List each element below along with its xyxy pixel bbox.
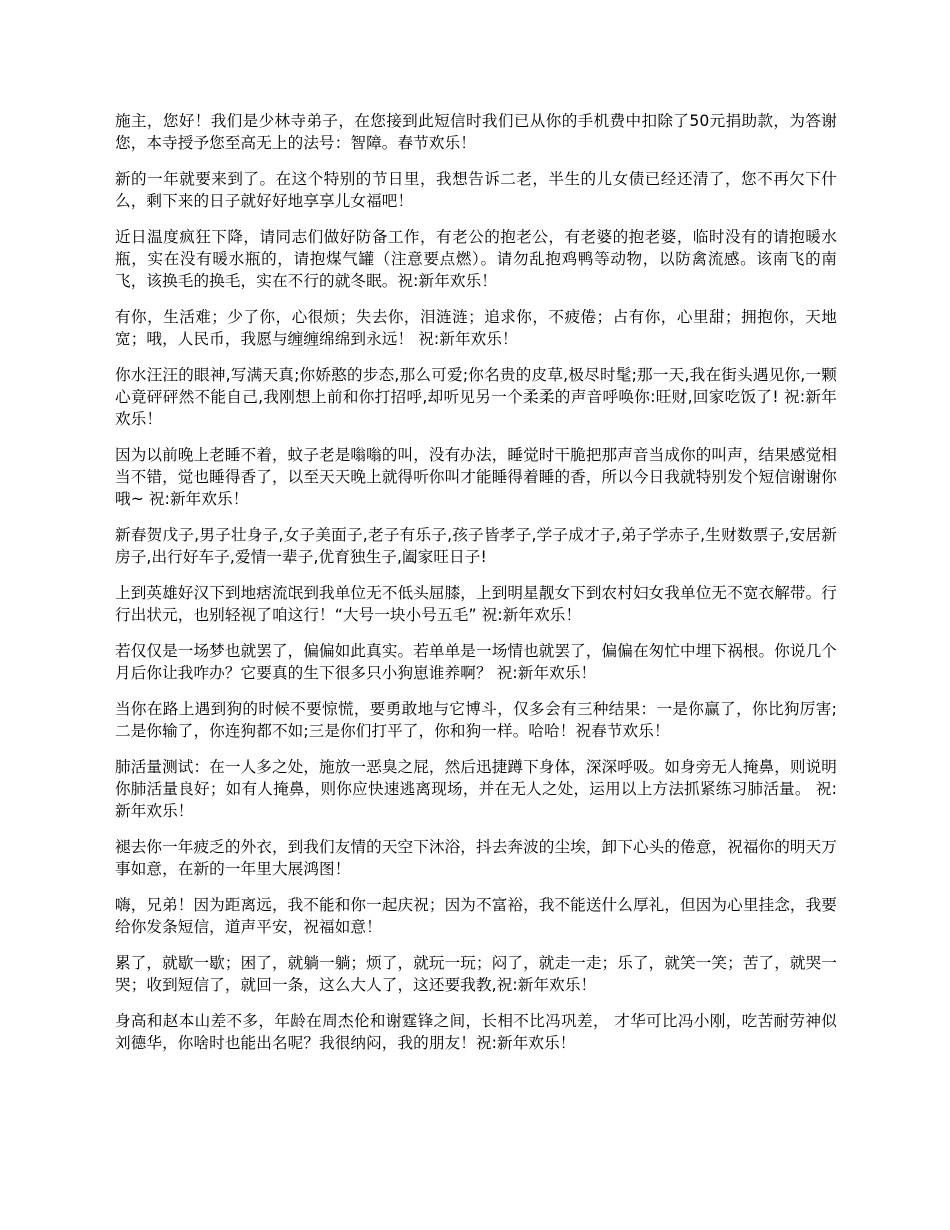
paragraph-9: 若仅仅是一场梦也就罢了，偏偏如此真实。若单单是一场情也就罢了，偏偏在匆忙中埋下祸根。你说几个月后你让我咋办？它要真的生下很多只小狗崽谁养啊？ 祝:新年欢乐！ <box>115 642 837 682</box>
document-body <box>115 110 837 1068</box>
paragraph-1: 施主，您好！我们是少林寺弟子，在您接到此短信时我们已从你的手机费中扣除了50元捐助款，为答谢您，本寺授予您至高无上的法号：智障。春节欢乐！ <box>115 112 837 152</box>
paragraph-13: 嗨，兄弟！因为距离远，我不能和你一起庆祝；因为不富裕，我不能送什么厚礼，但因为心里挂念，我要给你发条短信，道声平安，祝福如意！ <box>115 896 837 936</box>
paragraph-2: 新的一年就要来到了。在这个特别的节日里，我想告诉二老，半生的儿女债已经还清了，您不再欠下什么，剩下来的日子就好好地享享儿女福吧！ <box>115 170 837 210</box>
paragraph-11: 肺活量测试：在一人多之处，施放一恶臭之屁，然后迅捷蹲下身体，深深呼吸。如身旁无人掩鼻，则说明你肺活量良好；如有人掩鼻，则你应快速逃离现场，并在无人之处，运用以上方法抓紧练习肺活量。 祝:新年欢乐！ <box>115 758 837 820</box>
paragraph-12: 褪去你一年疲乏的外衣，到我们友情的天空下沐浴，抖去奔波的尘埃，卸下心头的倦意，祝福你的明天万事如意，在新的一年里大展鸿图！ <box>115 838 837 878</box>
paragraph-15: 身高和赵本山差不多，年龄在周杰伦和谢霆锋之间，长相不比冯巩差， 才华可比冯小刚，吃苦耐劳神似刘德华，你啥时也能出名呢？我很纳闷，我的朋友！祝:新年欢乐！ <box>115 1012 837 1052</box>
paragraph-8: 上到英雄好汉下到地痞流氓到我单位无不低头屈膝，上到明星靓女下到农村妇女我单位无不宽衣解带。行行出状元，也别轻视了咱这行！“大号一块小号五毛” 祝:新年欢乐！ <box>115 584 837 624</box>
paragraph-4: 有你，生活难；少了你，心很烦；失去你，泪涟涟；追求你，不疲倦；占有你，心里甜；拥抱你，天地宽；哦，人民币，我愿与缠缠绵绵到永远！ 祝:新年欢乐！ <box>115 308 837 348</box>
paragraph-5: 你水汪汪的眼神,写满天真;你娇憨的步态,那么可爱;你名贵的皮草,极尽时髦;那一天,我在街头遇见你,一颗心竟砰砰然不能自己,我刚想上前和你打招呼,却听见另一个柔柔的声音呼唤你:旺财,回家吃饭了! 祝:新年欢乐！ <box>115 366 837 428</box>
paragraph-14: 累了，就歇一歇；困了，就躺一躺；烦了，就玩一玩；闷了，就走一走；乐了，就笑一笑；苦了，就哭一哭；收到短信了，就回一条，这么大人了，这还要我教,祝:新年欢乐！ <box>115 954 837 994</box>
paragraph-7: 新春贺戊子,男子壮身子,女子美面子,老子有乐子,孩子皆孝子,学子成才子,弟子学赤子,生财数票子,安居新房子,出行好车子,爱情一辈子,优育独生子,阖家旺日子! <box>115 526 837 566</box>
paragraph-3: 近日温度疯狂下降，请同志们做好防备工作，有老公的抱老公，有老婆的抱老婆，临时没有的请抱暖水瓶，实在没有暖水瓶的，请抱煤气罐（注意要点燃）。请勿乱抱鸡鸭等动物，以防禽流感。该南飞的南飞，该换毛的换毛，实在不行的就冬眠。祝:新年欢乐！ <box>115 228 837 290</box>
paragraph-10: 当你在路上遇到狗的时候不要惊慌，要勇敢地与它博斗，仅多会有三种结果：一是你赢了，你比狗厉害;二是你输了，你连狗都不如;三是你们打平了，你和狗一样。哈哈！祝春节欢乐！ <box>115 700 837 740</box>
paragraph-6: 因为以前晚上老睡不着，蚊子老是嗡嗡的叫，没有办法，睡觉时干脆把那声音当成你的叫声，结果感觉相当不错，觉也睡得香了，以至天天晚上就得听你叫才能睡得着睡的香，所以今日我就特别发个短信谢谢你哦~ 祝:新年欢乐！ <box>115 446 837 508</box>
